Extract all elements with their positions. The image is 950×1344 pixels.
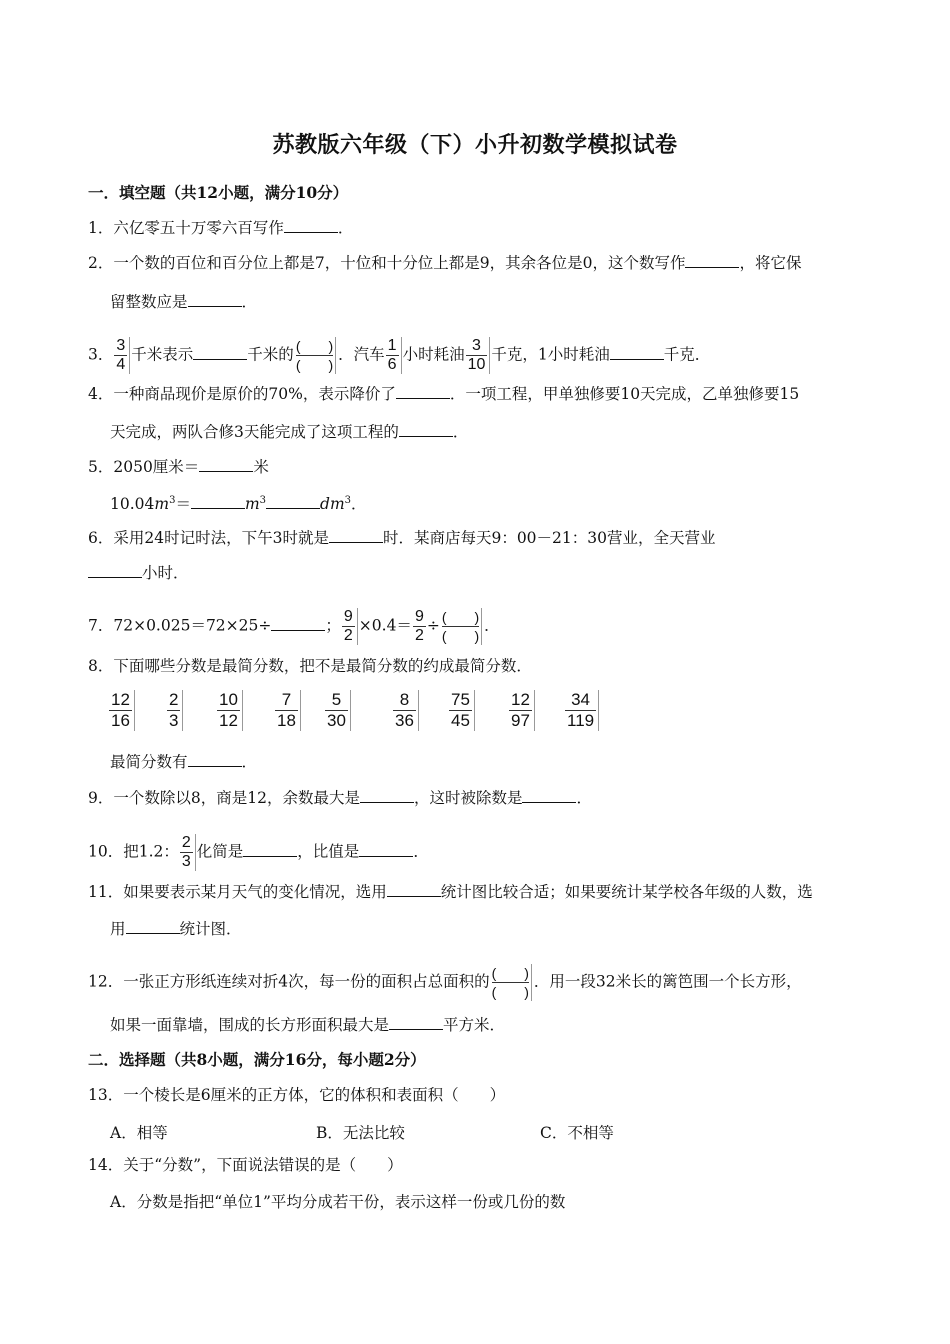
answer-blank[interactable]	[610, 345, 664, 360]
question-6-cont: 小时．	[88, 563, 189, 583]
question-14: 14．关于“分数”，下面说法错误的是（ ）	[88, 1156, 403, 1174]
answer-blank[interactable]	[193, 345, 247, 360]
blank-fraction[interactable]: ( ) ( )	[442, 608, 482, 645]
question-3: 3． $\frac{3}{4}$ 千米表示 千米的 ( ) ( ) ．汽车 $\frac{1}{6}$ 小时耗油 $\frac{3}{10}$ 千克，1小时耗油 千克．	[88, 337, 711, 373]
question-5: 5．2050厘米＝ 米	[88, 458, 269, 476]
fraction: $\frac{2}{3}$	[180, 834, 196, 871]
fraction: $\frac{7}{18}$	[275, 690, 301, 731]
answer-blank[interactable]	[329, 528, 383, 543]
option-b[interactable]: B．无法比较	[316, 1124, 405, 1142]
answer-blank[interactable]	[685, 253, 739, 268]
fraction: $\frac{5}{30}$	[325, 690, 351, 731]
fraction: $\frac{9}{2}$	[342, 608, 358, 645]
question-11: 11．如果要表示某月天气的变化情况，选用 统计图比较合适；如果要统计某学校各年级的人数，选	[88, 883, 813, 901]
answer-blank[interactable]	[522, 788, 576, 803]
answer-blank[interactable]	[188, 752, 242, 767]
fraction: $\frac{1}{6}$	[386, 337, 402, 374]
question-4-cont: 天完成，两队合修3天能完成了这项工程的 ．	[110, 423, 469, 441]
question-9: 9．一个数除以8，商是12，余数最大是 ，这时被除数是 ．	[88, 789, 592, 807]
question-12-cont: 如果一面靠墙，围成的长方形面积最大是 平方米．	[110, 1016, 506, 1034]
fraction: $\frac{34}{119}$	[565, 690, 599, 731]
question-8: 8．下面哪些分数是最简分数，把不是最简分数的约成最简分数．	[88, 657, 532, 675]
fraction: $\frac{3}{4}$	[114, 337, 130, 374]
question-4: 4．一种商品现价是原价的70%，表示降价了 ．一项工程，甲单独修要10天完成，乙单独修要15	[88, 385, 800, 403]
option-a[interactable]: A．分数是指把“单位1”平均分成若干份，表示这样一份或几份的数	[110, 1193, 566, 1211]
question-2: 2．一个数的百位和百分位上都是7，十位和十分位上都是9，其余各位是0，这个数写作 ，将它保	[88, 254, 802, 272]
answer-blank[interactable]	[243, 842, 297, 857]
question-10: 10．把1.2： $\frac{2}{3}$ 化简是 ，比值是 ．	[88, 834, 429, 870]
option-c[interactable]: C．不相等	[540, 1124, 614, 1142]
answer-blank[interactable]	[396, 384, 450, 399]
section-heading-choice: 二．选择题（共8小题，满分16分，每小题2分）	[88, 1050, 426, 1069]
answer-blank[interactable]	[188, 292, 242, 307]
question-2-cont: 留整数应是 ．	[110, 293, 258, 311]
answer-blank[interactable]	[191, 494, 245, 509]
fraction: $\frac{9}{2}$	[414, 608, 424, 644]
fraction: $\frac{2}{3}$	[167, 690, 183, 731]
question-8-cont: 最简分数有 ．	[110, 753, 258, 771]
section-heading-fill: 一．填空题（共12小题，满分10分）	[88, 183, 349, 202]
answer-blank[interactable]	[126, 919, 180, 934]
answer-blank[interactable]	[389, 1015, 443, 1030]
question-5-cont: $10.04m^3= m^3$ $dm^3$．	[110, 495, 367, 514]
option-a[interactable]: A．相等	[110, 1124, 168, 1142]
fraction: $\frac{3}{10}$	[466, 337, 491, 374]
page-title: 苏教版六年级（下）小升初数学模拟试卷	[272, 132, 678, 158]
answer-blank[interactable]	[359, 842, 413, 857]
question-11-cont: 用 统计图．	[110, 920, 242, 938]
answer-blank[interactable]	[199, 457, 253, 472]
fraction: $\frac{8}{36}$	[393, 690, 419, 731]
answer-blank[interactable]	[360, 788, 414, 803]
fraction: $\frac{75}{45}$	[449, 690, 475, 731]
question-6: 6．采用24时记时法，下午3时就是 时．某商店每天9：00－21：30营业，全天营业	[88, 529, 716, 547]
fraction: $\frac{12}{97}$	[509, 690, 535, 731]
question-7: 7．72×0.025＝72×25÷ ； $\frac{9}{2}$ ×0.4＝ $\frac{9}{2}$ ÷ ( ) ( ) ．	[88, 608, 500, 644]
fraction: $\frac{10}{12}$	[217, 690, 243, 731]
question-13: 13．一个棱长是6厘米的正方体，它的体积和表面积（ ）	[88, 1086, 506, 1104]
fraction: $\frac{12}{16}$	[109, 690, 135, 731]
blank-fraction[interactable]: ( ) ( )	[296, 337, 336, 374]
answer-blank[interactable]	[399, 422, 453, 437]
answer-blank[interactable]	[266, 494, 320, 509]
question-1: 1．六亿零五十万零六百写作 ．	[88, 219, 354, 237]
answer-blank[interactable]	[271, 616, 325, 631]
answer-blank[interactable]	[387, 882, 441, 897]
question-12: 12．一张正方形纸连续对折4次，每一份的面积占总面积的 ( ) ( ) ．用一段32米长的篱笆围一个长方形，	[88, 965, 802, 1000]
answer-blank[interactable]	[284, 218, 338, 233]
answer-blank[interactable]	[88, 563, 142, 578]
blank-fraction[interactable]: ( ) ( )	[492, 964, 532, 1001]
